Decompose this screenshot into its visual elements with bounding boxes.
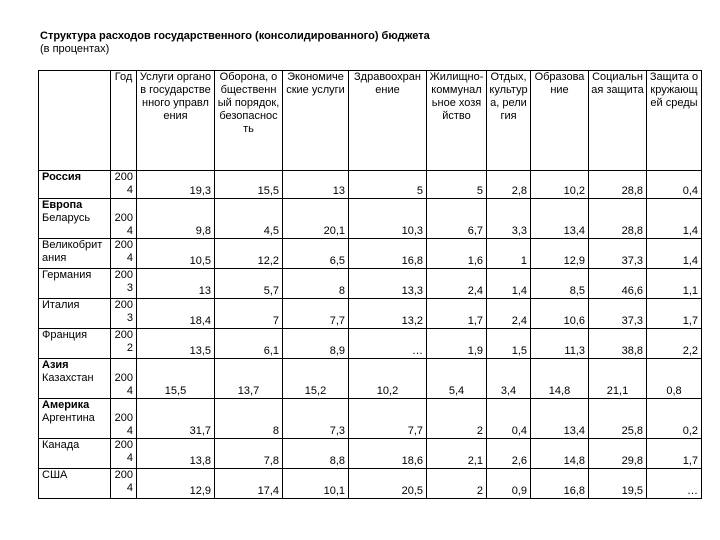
- value-cell: 13: [283, 171, 349, 199]
- value-cell: 2: [427, 399, 487, 439]
- value-cell: 13: [137, 269, 215, 299]
- value-cell: 46,6: [589, 269, 647, 299]
- value-cell: 0,2: [647, 399, 702, 439]
- country-name: Германия: [39, 269, 111, 299]
- value-cell: 13,4: [531, 199, 589, 239]
- year-cell: 2002: [111, 329, 137, 359]
- value-cell: 2,2: [647, 329, 702, 359]
- value-cell: 37,3: [589, 239, 647, 269]
- value-cell: 1,7: [427, 299, 487, 329]
- value-cell: 2,4: [427, 269, 487, 299]
- value-cell: 9,8: [137, 199, 215, 239]
- header-col: Защита окружающей среды: [647, 71, 702, 171]
- table-row: [39, 239, 702, 269]
- country-cell: [39, 399, 111, 439]
- value-cell: 13,4: [531, 399, 589, 439]
- value-cell: 8: [283, 269, 349, 299]
- value-cell: 1,4: [647, 199, 702, 239]
- value-cell: 3,3: [487, 199, 531, 239]
- value-cell: 16,8: [531, 469, 589, 499]
- header-country: [39, 71, 111, 171]
- value-cell: 10,2: [349, 359, 427, 399]
- value-cell: 20,1: [283, 199, 349, 239]
- table-row: [39, 299, 702, 329]
- value-cell: 13,2: [349, 299, 427, 329]
- country-cell: [39, 359, 111, 399]
- value-cell: 10,5: [137, 239, 215, 269]
- value-cell: 31,7: [137, 399, 215, 439]
- value-cell: 5: [427, 171, 487, 199]
- country-cell: [39, 199, 111, 239]
- table-row: [39, 199, 702, 239]
- country-name: Казахстан: [42, 372, 94, 384]
- value-cell: 14,8: [531, 359, 589, 399]
- value-cell: 10,3: [349, 199, 427, 239]
- year-cell: 2004: [111, 399, 137, 439]
- value-cell: 6,7: [427, 199, 487, 239]
- table-subtitle: (в процентах): [40, 43, 110, 55]
- value-cell: 13,5: [137, 329, 215, 359]
- year-cell: 2003: [111, 269, 137, 299]
- country-name: Италия: [39, 299, 111, 329]
- value-cell: 2: [427, 469, 487, 499]
- header-col: Экономические услуги: [283, 71, 349, 171]
- value-cell: 2,1: [427, 439, 487, 469]
- value-cell: 1,9: [427, 329, 487, 359]
- table-row: [39, 439, 702, 469]
- value-cell: 8,9: [283, 329, 349, 359]
- value-cell: 5,7: [215, 269, 283, 299]
- value-cell: 2,4: [487, 299, 531, 329]
- value-cell: 6,1: [215, 329, 283, 359]
- value-cell: 1,6: [427, 239, 487, 269]
- value-cell: 1,5: [487, 329, 531, 359]
- budget-table: [38, 70, 702, 499]
- value-cell: …: [349, 329, 427, 359]
- value-cell: 16,8: [349, 239, 427, 269]
- header-col: Здравоохранение: [349, 71, 427, 171]
- header-col: Оборона, общественный порядок, безопасность: [215, 71, 283, 171]
- value-cell: 7,8: [215, 439, 283, 469]
- header-col: Жилищно-коммунальное хозяйство: [427, 71, 487, 171]
- country-name: Россия: [39, 171, 111, 199]
- year-cell: 2004: [111, 199, 137, 239]
- value-cell: 21,1: [589, 359, 647, 399]
- section-label: Америка: [42, 399, 90, 411]
- value-cell: 2,6: [487, 439, 531, 469]
- table-row: [39, 469, 702, 499]
- value-cell: 10,1: [283, 469, 349, 499]
- value-cell: 10,6: [531, 299, 589, 329]
- value-cell: 1,7: [647, 299, 702, 329]
- value-cell: 18,4: [137, 299, 215, 329]
- table-row: [39, 171, 702, 199]
- year-cell: 2003: [111, 299, 137, 329]
- value-cell: 2,8: [487, 171, 531, 199]
- value-cell: 29,8: [589, 439, 647, 469]
- value-cell: 12,9: [137, 469, 215, 499]
- year-cell: 2004: [111, 239, 137, 269]
- header-col: Образование: [531, 71, 589, 171]
- value-cell: 0,8: [647, 359, 702, 399]
- year-cell: 2004: [111, 439, 137, 469]
- country-name: Великобритания: [39, 239, 111, 269]
- country-name: Франция: [39, 329, 111, 359]
- header-col: Социальная защита: [589, 71, 647, 171]
- value-cell: 7,7: [283, 299, 349, 329]
- value-cell: 12,2: [215, 239, 283, 269]
- table-row: [39, 399, 702, 439]
- table-row: [39, 329, 702, 359]
- country-name: США: [39, 469, 111, 499]
- value-cell: 8,8: [283, 439, 349, 469]
- value-cell: 0,4: [647, 171, 702, 199]
- value-cell: 1,4: [647, 239, 702, 269]
- table-title: Структура расходов государственного (консолидированного) бюджета: [40, 30, 430, 42]
- value-cell: 5,4: [427, 359, 487, 399]
- country-name: Беларусь: [42, 212, 91, 224]
- value-cell: 1,1: [647, 269, 702, 299]
- value-cell: 0,4: [487, 399, 531, 439]
- value-cell: 12,9: [531, 239, 589, 269]
- value-cell: 3,4: [487, 359, 531, 399]
- value-cell: 7: [215, 299, 283, 329]
- value-cell: 15,2: [283, 359, 349, 399]
- header-row: [39, 71, 702, 171]
- country-name: Канада: [39, 439, 111, 469]
- value-cell: 25,8: [589, 399, 647, 439]
- year-cell: 2004: [111, 469, 137, 499]
- header-col: Услуги органов государственного управления: [137, 71, 215, 171]
- value-cell: 13,7: [215, 359, 283, 399]
- value-cell: 5: [349, 171, 427, 199]
- value-cell: 7,7: [349, 399, 427, 439]
- section-label: Азия: [42, 359, 69, 371]
- year-cell: 2004: [111, 359, 137, 399]
- table-row: [39, 269, 702, 299]
- value-cell: …: [647, 469, 702, 499]
- value-cell: 19,5: [589, 469, 647, 499]
- section-label: Европа: [42, 199, 83, 211]
- value-cell: 13,8: [137, 439, 215, 469]
- value-cell: 18,6: [349, 439, 427, 469]
- value-cell: 10,2: [531, 171, 589, 199]
- value-cell: 15,5: [215, 171, 283, 199]
- year-cell: 2004: [111, 171, 137, 199]
- table-row: [39, 359, 702, 399]
- value-cell: 37,3: [589, 299, 647, 329]
- header-year: Год: [111, 71, 137, 171]
- value-cell: 20,5: [349, 469, 427, 499]
- value-cell: 13,3: [349, 269, 427, 299]
- value-cell: 28,8: [589, 171, 647, 199]
- value-cell: 1: [487, 239, 531, 269]
- value-cell: 19,3: [137, 171, 215, 199]
- value-cell: 38,8: [589, 329, 647, 359]
- country-name: Аргентина: [42, 412, 95, 424]
- value-cell: 8,5: [531, 269, 589, 299]
- value-cell: 4,5: [215, 199, 283, 239]
- value-cell: 28,8: [589, 199, 647, 239]
- value-cell: 1,7: [647, 439, 702, 469]
- value-cell: 6,5: [283, 239, 349, 269]
- value-cell: 11,3: [531, 329, 589, 359]
- value-cell: 14,8: [531, 439, 589, 469]
- value-cell: 0,9: [487, 469, 531, 499]
- value-cell: 17,4: [215, 469, 283, 499]
- value-cell: 1,4: [487, 269, 531, 299]
- header-col: Отдых, культура, религия: [487, 71, 531, 171]
- value-cell: 15,5: [137, 359, 215, 399]
- value-cell: 7,3: [283, 399, 349, 439]
- value-cell: 8: [215, 399, 283, 439]
